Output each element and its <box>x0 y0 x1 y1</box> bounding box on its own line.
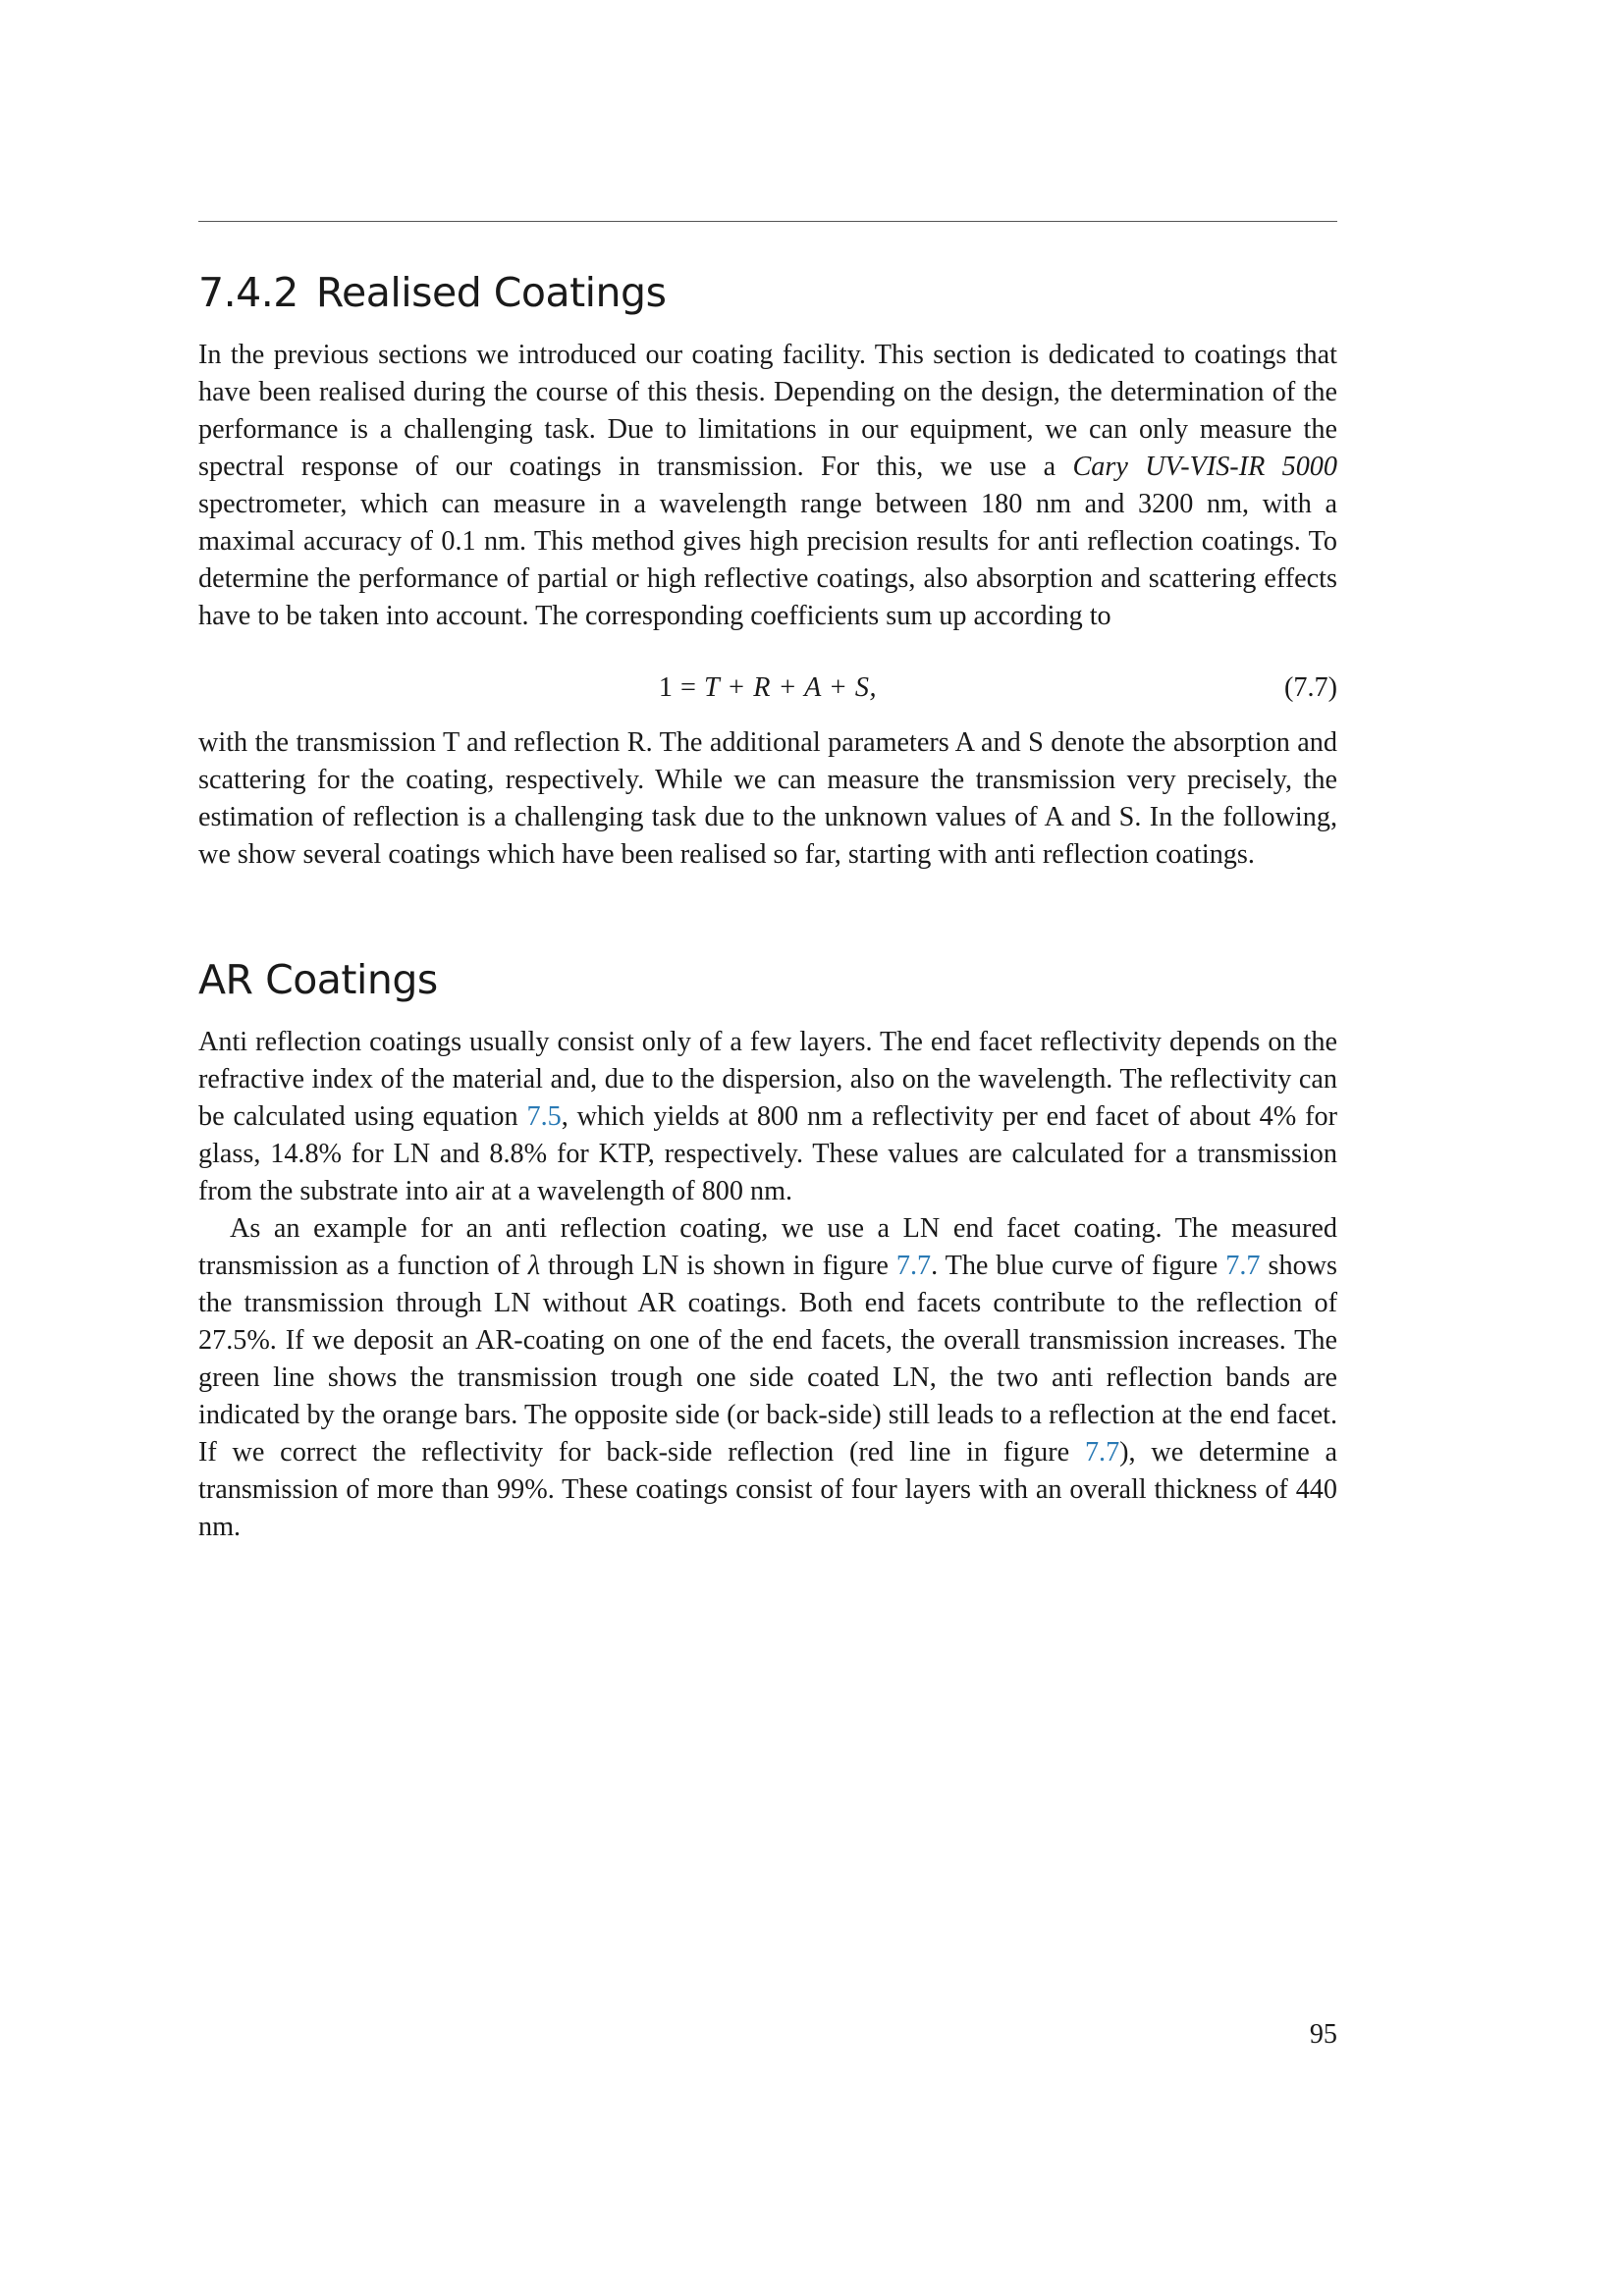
paragraph-ar-intro <box>198 1024 1337 1210</box>
paragraph-ar-example-text-d: shows the transmission through LN without AR coatings. Both end facets contribute to the reflection of 27.5%. If we deposit an AR-coating on one of the end facets, the overall transmission increases. The green line shows the transmission trough one side coated LN, the two anti reflection bands are indicated by the orange bars. The opposite side (or back-side) still leads to a reflection at the end facet. If we correct the reflectivity for back-side reflection (red line in figure <box>198 1251 1337 1468</box>
section-heading <box>198 263 666 322</box>
paragraph-ar-example <box>198 1210 1337 1546</box>
paragraph-transmission: with the transmission T and reflection R. The additional parameters A and S denote the absorption and scattering for the coating, respectively. While we can measure the transmission very precisely, the estimation of reflection is a challenging task due to the unknown values of A and S. In the following, we show several coatings which have been realised so far, starting with anti reflection coatings. <box>198 727 1337 870</box>
subsection-heading: AR Coatings <box>198 956 438 1003</box>
paragraph-intro <box>198 337 1337 635</box>
figure-ref-link-1[interactable]: 7.7 <box>895 1251 932 1281</box>
equation-equals: = <box>673 672 704 703</box>
lambda-symbol: λ <box>527 1251 541 1281</box>
equation-body <box>198 669 1337 707</box>
document-page <box>198 0 1337 2296</box>
equation-7-7 <box>198 669 1337 707</box>
header-rule <box>198 221 1337 222</box>
instrument-name: Cary UV-VIS-IR 5000 <box>1072 452 1337 482</box>
figure-ref-link-2[interactable]: 7.7 <box>1225 1251 1261 1281</box>
paragraph-ar-example-text-e: ), we determine a transmission of more than 99%. These coatings consist of four layers with an overall thickness of 440 nm. <box>198 1437 1337 1542</box>
section-title: Realised Coatings <box>315 269 667 316</box>
equation-lhs: 1 <box>658 672 674 703</box>
section-number: 7.4.2 <box>198 269 298 316</box>
paragraph-ar-intro-text-b: , which yields at 800 nm a reflectivity per end facet of about 4% for glass, 14.8% for LN and 8.8% for KTP, respectively. These values are calculated for a transmission from the substrate into air at a wavelength of 800 nm. <box>198 1101 1337 1206</box>
paragraph-ar-example-text-c: . The blue curve of figure <box>931 1251 1226 1281</box>
equation-ref-link[interactable]: 7.5 <box>526 1101 562 1132</box>
paragraph-ar-example-text-a: As an example for an anti reflection coating, we use a LN end facet coating. The measured transmission as a function of <box>198 1213 1337 1281</box>
equation-rhs: T + R + A + S, <box>704 672 878 703</box>
page-number: 95 <box>1309 2019 1337 2050</box>
figure-ref-link-3[interactable]: 7.7 <box>1084 1437 1120 1468</box>
paragraph-ar-example-text-b: through LN is shown in figure <box>540 1251 896 1281</box>
equation-number: (7.7) <box>1283 672 1337 703</box>
paragraph-intro-text-b: spectrometer, which can measure in a wavelength range between 180 nm and 3200 nm, with a maximal accuracy of 0.1 nm. This method gives high precision results for anti reflection coatings. To determine the performance of partial or high reflective coatings, also absorption and scattering effects have to be taken into account. The corresponding coefficients sum up according to <box>198 489 1337 631</box>
paragraph-ar-intro-text-a: Anti reflection coatings usually consist only of a few layers. The end facet reflectivity depends on the refractive index of the material and, due to the dispersion, also on the wavelength. The reflectivity can be calculated using equation <box>198 1027 1337 1132</box>
paragraph-intro-text-a: In the previous sections we introduced our coating facility. This section is dedicated to coatings that have been realised during the course of this thesis. Depending on the design, the determination of the performance is a challenging task. Due to limitations in our equipment, we can only measure the spectral response of our coatings in transmission. For this, we use a <box>198 340 1337 482</box>
